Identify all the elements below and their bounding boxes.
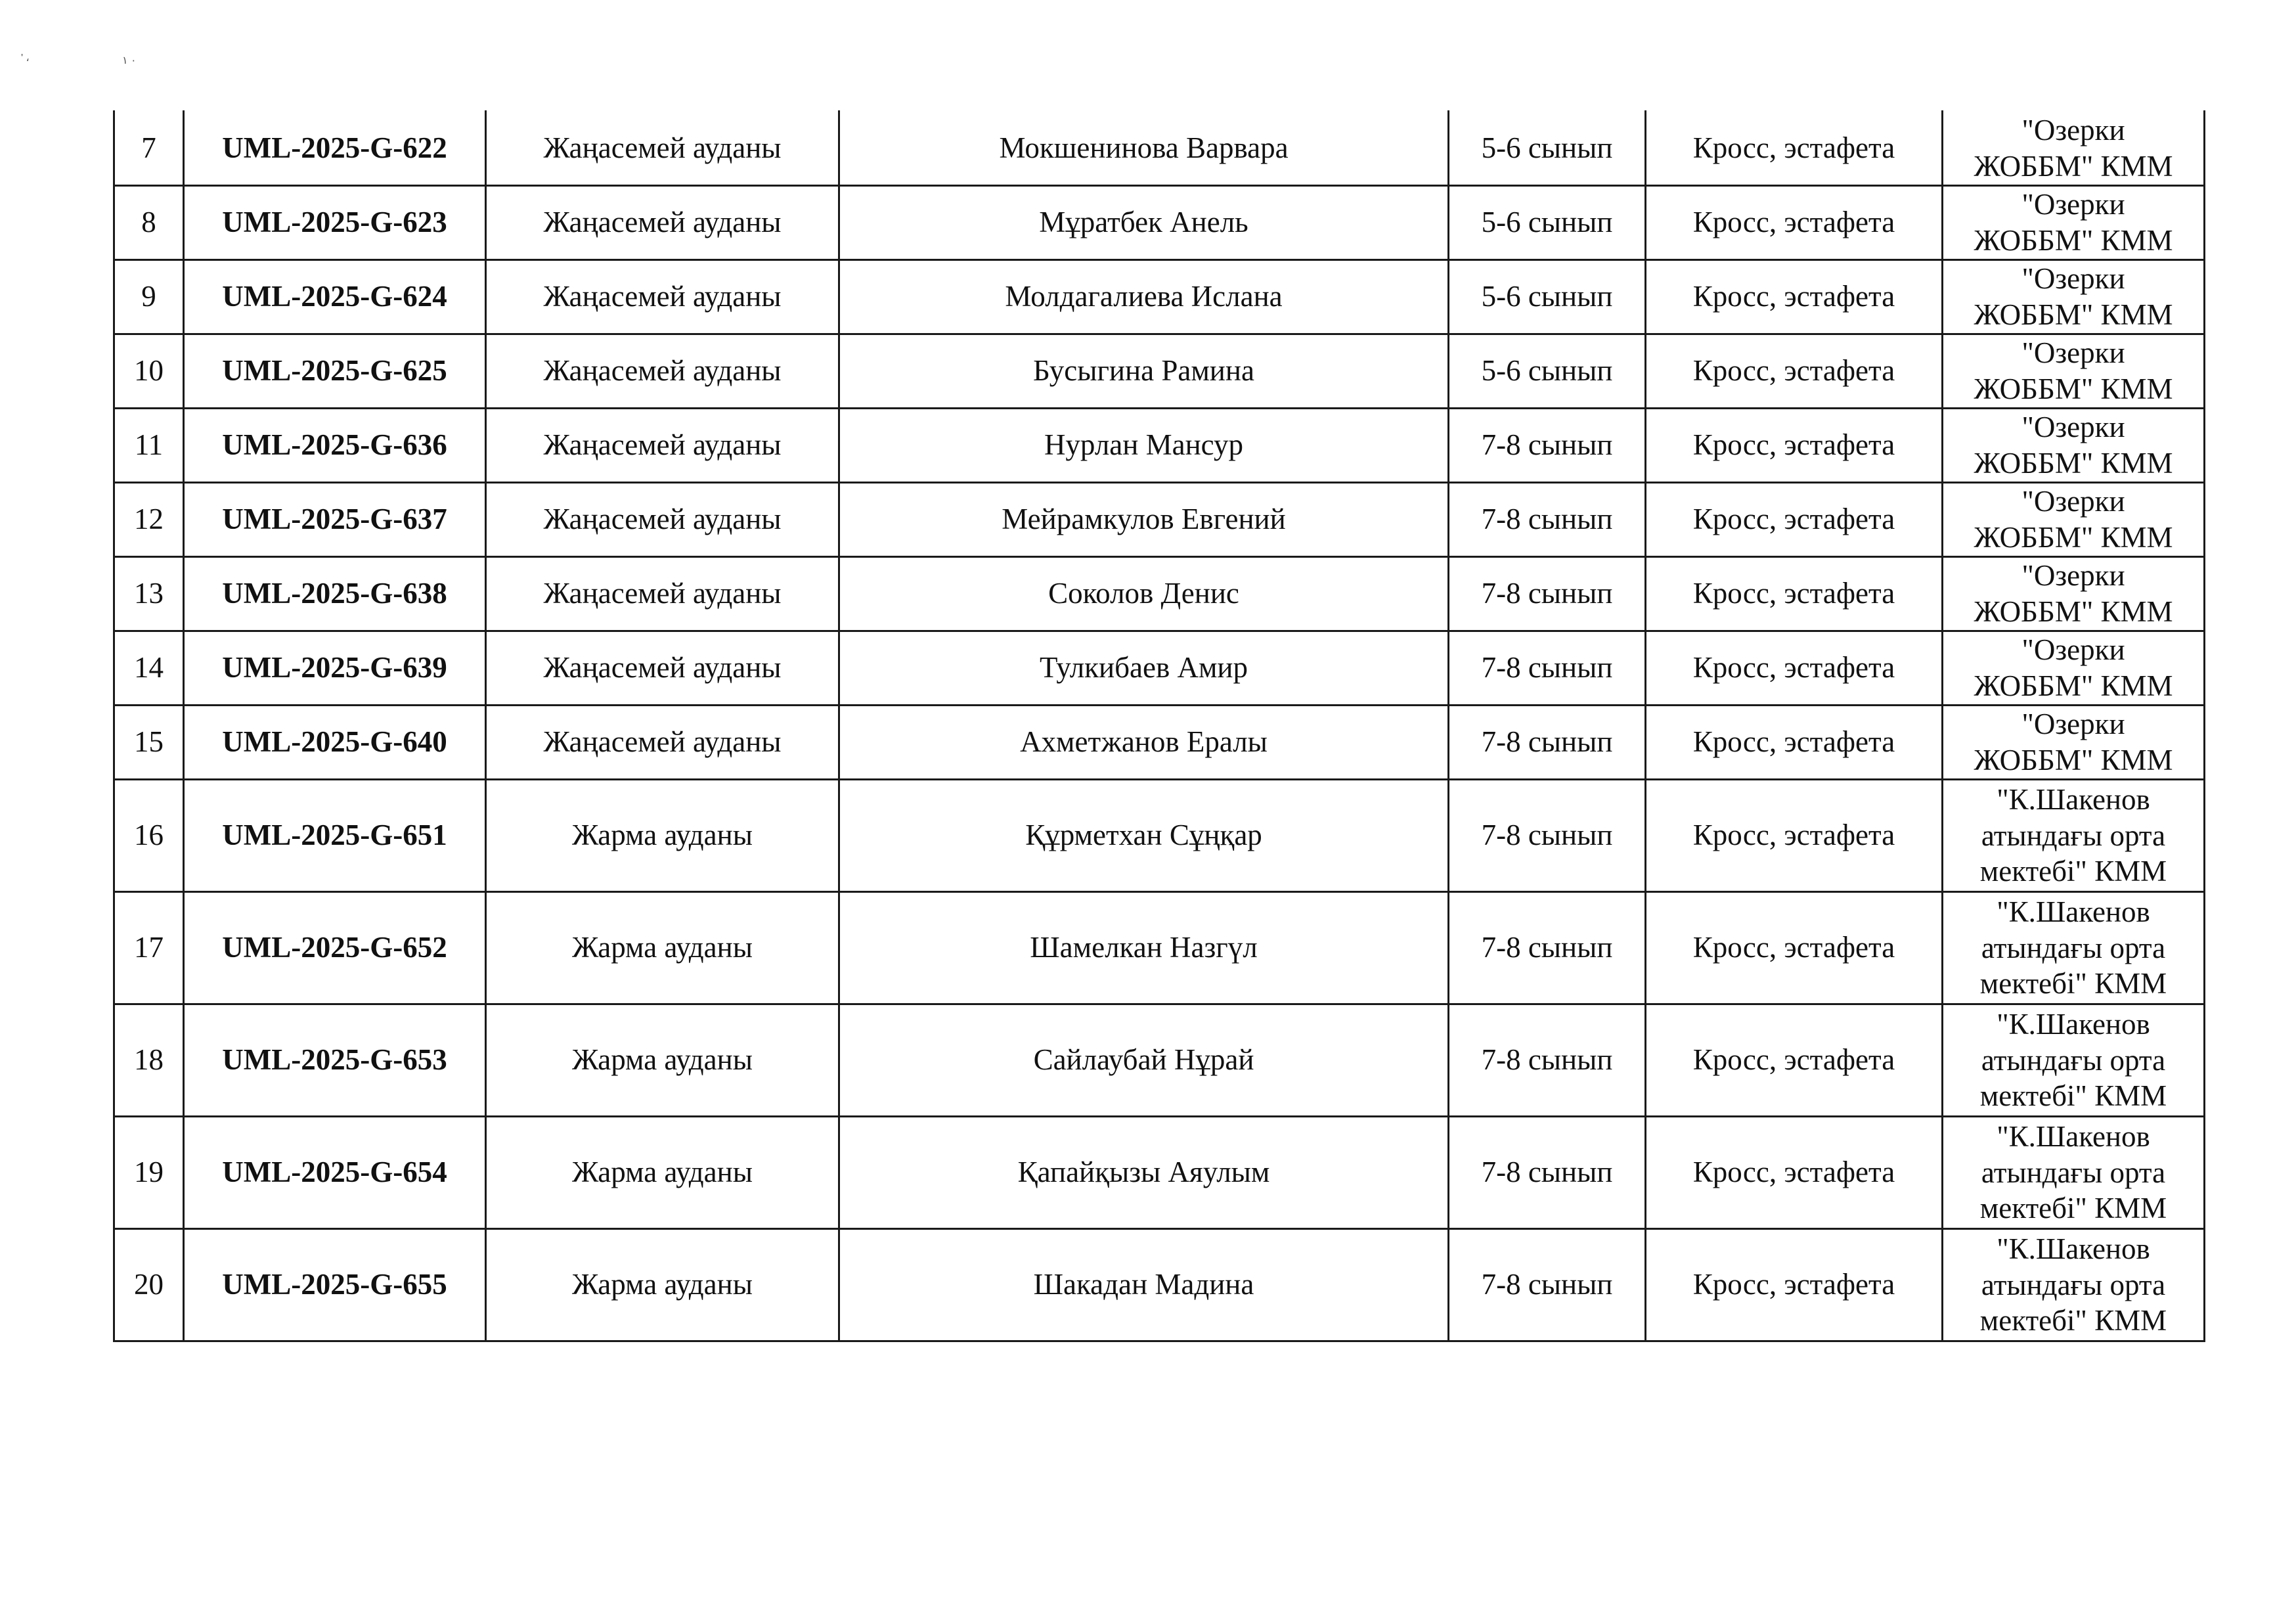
participant-name-cell: Мейрамкулов Евгений (839, 483, 1449, 557)
event-cell: Кросс, эстафета (1646, 1117, 1943, 1229)
event-cell: Кросс, эстафета (1646, 112, 1943, 186)
grade-cell: 5-6 сынып (1449, 112, 1646, 186)
participant-name-cell: Соколов Денис (839, 557, 1449, 631)
grade-cell: 7-8 сынып (1449, 706, 1646, 780)
participant-name-cell: Шамелкан Назгүл (839, 892, 1449, 1004)
table-row (114, 892, 2205, 1004)
participant-name-cell: Бусыгина Рамина (839, 334, 1449, 409)
row-number-cell: 17 (114, 892, 184, 1004)
participant-code-cell: UML-2025-G-624 (184, 260, 486, 334)
grade-cell: 7-8 сынып (1449, 892, 1646, 1004)
school-name-line: "Озерки (2021, 708, 2125, 741)
school-name-line: "Озерки (2021, 262, 2125, 296)
school-name-line: "Озерки (2021, 633, 2125, 667)
school-name-line: ЖОББМ" КММ (1974, 150, 2173, 183)
table-row (114, 483, 2205, 557)
school-name-line: "Озерки (2021, 336, 2125, 370)
grade-cell: 7-8 сынып (1449, 409, 1646, 483)
row-number-cell: 7 (114, 112, 184, 186)
table-row (114, 260, 2205, 334)
school-name-line: ЖОББМ" КММ (1974, 447, 2173, 480)
school-name-line: ЖОББМ" КММ (1974, 298, 2173, 331)
participant-code-cell: UML-2025-G-636 (184, 409, 486, 483)
school-name-line: атындағы орта (1981, 931, 2166, 964)
row-number-cell: 19 (114, 1117, 184, 1229)
school-cell (1943, 1229, 2205, 1341)
event-cell: Кросс, эстафета (1646, 631, 1943, 706)
district-cell: Жаңасемей ауданы (486, 557, 839, 631)
participant-name-cell: Мокшенинова Варвара (839, 112, 1449, 186)
scan-mark: ' ، (21, 53, 30, 64)
school-cell (1943, 409, 2205, 483)
school-name-line: "Озерки (2021, 411, 2125, 444)
school-name-line: "К.Шакенов (1997, 1007, 2150, 1041)
row-number-cell: 9 (114, 260, 184, 334)
district-cell: Жаңасемей ауданы (486, 260, 839, 334)
row-number-cell: 15 (114, 706, 184, 780)
event-cell: Кросс, эстафета (1646, 706, 1943, 780)
grade-cell: 5-6 сынып (1449, 334, 1646, 409)
district-cell: Жаңасемей ауданы (486, 334, 839, 409)
school-name-line: атындағы орта (1981, 1043, 2166, 1077)
participant-code-cell: UML-2025-G-653 (184, 1004, 486, 1117)
row-number-cell: 18 (114, 1004, 184, 1117)
participant-code-cell: UML-2025-G-639 (184, 631, 486, 706)
school-cell (1943, 892, 2205, 1004)
table-row (114, 1004, 2205, 1117)
participant-name-cell: Құрметхан Сұңқар (839, 780, 1449, 892)
row-number-cell: 12 (114, 483, 184, 557)
event-cell: Кросс, эстафета (1646, 1229, 1943, 1341)
participant-name-cell: Қапайқызы Аяулым (839, 1117, 1449, 1229)
table-row (114, 186, 2205, 260)
school-name-line: мектебі" КММ (1979, 967, 2167, 1000)
table-row (114, 1229, 2205, 1341)
district-cell: Жарма ауданы (486, 1117, 839, 1229)
district-cell: Жаңасемей ауданы (486, 409, 839, 483)
participant-name-cell: Сайлаубай Нұрай (839, 1004, 1449, 1117)
row-number-cell: 14 (114, 631, 184, 706)
participant-code-cell: UML-2025-G-622 (184, 112, 486, 186)
school-name-line: "Озерки (2021, 188, 2125, 221)
participant-code-cell: UML-2025-G-638 (184, 557, 486, 631)
grade-cell: 7-8 сынып (1449, 1229, 1646, 1341)
school-cell (1943, 631, 2205, 706)
school-cell (1943, 706, 2205, 780)
event-cell: Кросс, эстафета (1646, 409, 1943, 483)
school-cell (1943, 1117, 2205, 1229)
row-number-cell: 13 (114, 557, 184, 631)
school-name-line: атындағы орта (1981, 1156, 2166, 1189)
row-number-cell: 16 (114, 780, 184, 892)
school-name-line: "Озерки (2021, 485, 2125, 518)
district-cell: Жаңасемей ауданы (486, 112, 839, 186)
grade-cell: 7-8 сынып (1449, 1004, 1646, 1117)
participant-code-cell: UML-2025-G-654 (184, 1117, 486, 1229)
school-cell (1943, 186, 2205, 260)
school-name-line: "К.Шакенов (1997, 895, 2150, 928)
grade-cell: 7-8 сынып (1449, 631, 1646, 706)
participant-name-cell: Молдагалиева Ислана (839, 260, 1449, 334)
event-cell: Кросс, эстафета (1646, 780, 1943, 892)
participants-table (113, 110, 2205, 1342)
table-row (114, 706, 2205, 780)
participant-code-cell: UML-2025-G-655 (184, 1229, 486, 1341)
row-number-cell: 11 (114, 409, 184, 483)
school-cell (1943, 483, 2205, 557)
school-cell (1943, 334, 2205, 409)
scan-mark: ٠ ١ (122, 55, 137, 66)
school-name-line: "Озерки (2021, 559, 2125, 593)
school-name-line: мектебі" КММ (1979, 855, 2167, 888)
school-name-line: атындағы орта (1981, 819, 2166, 852)
participant-name-cell: Нурлан Мансур (839, 409, 1449, 483)
school-name-line: "К.Шакенов (1997, 1119, 2150, 1153)
school-name-line: "К.Шакенов (1997, 1232, 2150, 1265)
school-name-line: мектебі" КММ (1979, 1192, 2167, 1225)
table-row (114, 557, 2205, 631)
table-row (114, 112, 2205, 186)
participant-code-cell: UML-2025-G-623 (184, 186, 486, 260)
district-cell: Жарма ауданы (486, 780, 839, 892)
participant-code-cell: UML-2025-G-625 (184, 334, 486, 409)
grade-cell: 5-6 сынып (1449, 260, 1646, 334)
table-row (114, 631, 2205, 706)
event-cell: Кросс, эстафета (1646, 483, 1943, 557)
table-row (114, 1117, 2205, 1229)
school-name-line: ЖОББМ" КММ (1974, 669, 2173, 702)
school-name-line: мектебі" КММ (1979, 1304, 2167, 1337)
row-number-cell: 8 (114, 186, 184, 260)
school-name-line: ЖОББМ" КММ (1974, 595, 2173, 628)
district-cell: Жаңасемей ауданы (486, 483, 839, 557)
school-cell (1943, 557, 2205, 631)
table-body (114, 112, 2205, 1341)
table-row (114, 780, 2205, 892)
table-row (114, 409, 2205, 483)
district-cell: Жарма ауданы (486, 1229, 839, 1341)
school-name-line: ЖОББМ" КММ (1974, 372, 2173, 405)
participant-code-cell: UML-2025-G-637 (184, 483, 486, 557)
table-row (114, 334, 2205, 409)
grade-cell: 7-8 сынып (1449, 557, 1646, 631)
event-cell: Кросс, эстафета (1646, 892, 1943, 1004)
participant-name-cell: Тулкибаев Амир (839, 631, 1449, 706)
district-cell: Жаңасемей ауданы (486, 706, 839, 780)
school-cell (1943, 260, 2205, 334)
grade-cell: 5-6 сынып (1449, 186, 1646, 260)
school-name-line: атындағы орта (1981, 1268, 2166, 1301)
school-cell (1943, 1004, 2205, 1117)
participant-code-cell: UML-2025-G-652 (184, 892, 486, 1004)
event-cell: Кросс, эстафета (1646, 557, 1943, 631)
school-name-line: мектебі" КММ (1979, 1079, 2167, 1113)
grade-cell: 7-8 сынып (1449, 1117, 1646, 1229)
participant-code-cell: UML-2025-G-640 (184, 706, 486, 780)
district-cell: Жарма ауданы (486, 892, 839, 1004)
row-number-cell: 20 (114, 1229, 184, 1341)
school-cell (1943, 112, 2205, 186)
participant-code-cell: UML-2025-G-651 (184, 780, 486, 892)
school-name-line: ЖОББМ" КММ (1974, 521, 2173, 554)
school-name-line: "К.Шакенов (1997, 782, 2150, 816)
district-cell: Жаңасемей ауданы (486, 631, 839, 706)
participant-name-cell: Шакадан Мадина (839, 1229, 1449, 1341)
district-cell: Жаңасемей ауданы (486, 186, 839, 260)
school-name-line: "Озерки (2021, 114, 2125, 147)
event-cell: Кросс, эстафета (1646, 186, 1943, 260)
school-name-line: ЖОББМ" КММ (1974, 744, 2173, 776)
school-name-line: ЖОББМ" КММ (1974, 224, 2173, 257)
row-number-cell: 10 (114, 334, 184, 409)
grade-cell: 7-8 сынып (1449, 483, 1646, 557)
event-cell: Кросс, эстафета (1646, 1004, 1943, 1117)
school-cell (1943, 780, 2205, 892)
event-cell: Кросс, эстафета (1646, 334, 1943, 409)
participant-name-cell: Ахметжанов Ералы (839, 706, 1449, 780)
grade-cell: 7-8 сынып (1449, 780, 1646, 892)
event-cell: Кросс, эстафета (1646, 260, 1943, 334)
participant-name-cell: Мұратбек Анель (839, 186, 1449, 260)
district-cell: Жарма ауданы (486, 1004, 839, 1117)
